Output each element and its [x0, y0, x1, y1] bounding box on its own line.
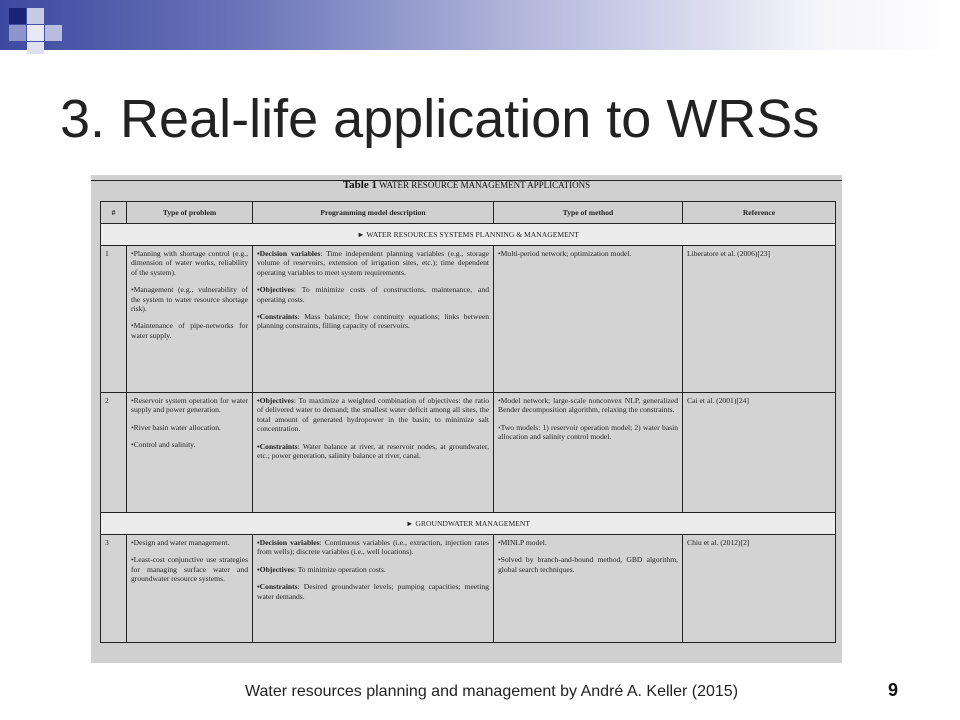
model-item-label: •Decision variables — [257, 249, 321, 258]
header-reference: Reference — [683, 202, 836, 224]
model-item-label: •Objectives — [257, 285, 294, 295]
header-problem: Type of problem — [127, 202, 253, 224]
problem-cell — [127, 393, 253, 513]
problem-item: •Design and water management. — [131, 538, 230, 547]
model-cell — [253, 393, 494, 513]
decor-square-1 — [9, 8, 26, 24]
problem-item: •Planning with shortage control (e.g., dimension of water works, reliability of the system). — [131, 249, 248, 277]
method-item: •MINLP model. — [498, 538, 547, 547]
table-header-row — [101, 202, 836, 224]
table-row — [101, 535, 836, 643]
row-number: 2 — [101, 393, 127, 513]
problem-cell — [127, 535, 253, 643]
model-cell — [253, 246, 494, 393]
model-item — [257, 312, 489, 331]
slide-footer: Water resources planning and management by André A. Keller (2015) — [245, 683, 739, 700]
problem-item: •Least-cost conjunctive use strategies for managing surface water and groundwater resource systems. — [131, 555, 248, 584]
section-title: ► GROUNDWATER MANAGEMENT — [101, 513, 836, 535]
model-item-text: : Continuous variables (i.e., extraction, injection rates from wells); discrete variables (i.e., well locations). — [257, 538, 489, 557]
method-cell — [494, 246, 683, 393]
model-item-text: : Time independent planning variables (e.g., storage volume of reservoirs, extension of irrigation sites, etc.); time dependent operating variables to meet system requirements. — [257, 249, 489, 277]
method-cell — [494, 535, 683, 643]
header-num: # — [101, 202, 127, 224]
table-row — [101, 246, 836, 393]
problem-item: •River basin water allocation. — [131, 422, 221, 432]
row-number: 3 — [101, 535, 127, 643]
problem-item: •Maintenance of pipe-networks for water supply. — [131, 321, 248, 340]
model-item — [257, 565, 489, 574]
method-cell — [494, 393, 683, 513]
model-item-text: : Water balance at river, at reservoir nodes, at groundwater, etc.; power generation, salinity balance at river, canal. — [257, 441, 489, 461]
model-item-text: : To minimize costs of constructions, maintenance, and operating costs. — [257, 285, 489, 304]
model-item — [257, 582, 489, 601]
table-label: Table 1 — [342, 179, 377, 191]
page-number: 9 — [888, 680, 899, 700]
method-item: •Solved by branch-and-bound method, GBD algorithm, global search techniques. — [498, 555, 678, 574]
header-gradient-band — [0, 0, 960, 50]
header-model: Programming model description — [253, 202, 494, 224]
reference-cell: Cai et al. (2001)[24] — [683, 393, 836, 513]
model-item-label: •Objectives — [257, 396, 294, 405]
decor-square-2 — [27, 8, 44, 24]
model-item-label: •Decision variables — [257, 538, 320, 547]
row-number: 1 — [101, 246, 127, 393]
model-item-label: •Objectives — [257, 564, 294, 574]
header-method: Type of method — [494, 202, 683, 224]
method-item: •Model network; large-scale nonconvex NLP, generalized Bender decomposition algorithm, relaxing the constraints. — [498, 396, 678, 415]
model-item-text: : Mass balance; flow continuity equations; links between planning constraints, filling capacity of reservoirs. — [257, 312, 489, 331]
model-item-text: : To maximize a weighted combination of objectives: the ratio of delivered water to demand; the smallest water deficit among all sites, the total amount of generated hydropower in the basin; to minimize salt concentration. — [257, 396, 489, 434]
problem-cell — [127, 246, 253, 393]
model-item — [257, 538, 489, 557]
problem-item: •Control and salinity. — [131, 440, 196, 450]
slide-title: 3. Real-life application to WRSs — [60, 89, 820, 149]
table-figure — [91, 175, 842, 663]
applications-table — [100, 201, 836, 643]
method-item: •Two models: 1) reservoir operation model; 2) water basin allocation and salinity control model. — [498, 422, 678, 442]
model-item-text: : Desired groundwater levels; pumping capacities; meeting water demands. — [257, 582, 489, 601]
decor-square-5 — [45, 25, 62, 41]
model-item — [257, 249, 489, 277]
section-row — [101, 224, 836, 246]
model-item — [257, 396, 489, 434]
problem-item: •Reservoir system operation for water supply and power generation. — [131, 396, 248, 415]
model-item-text: : To minimize operation costs. — [293, 564, 386, 574]
model-item — [257, 285, 489, 304]
model-item-label: •Constraints — [257, 441, 298, 451]
model-item-label: •Constraints — [257, 312, 298, 322]
decor-square-6 — [27, 42, 44, 54]
table-row — [101, 393, 836, 513]
table-caption-text: WATER RESOURCE MANAGEMENT APPLICATIONS — [379, 180, 591, 190]
decor-square-3 — [9, 25, 26, 41]
reference-cell: Chiu et al. (2012)[2] — [683, 535, 836, 643]
model-cell — [253, 535, 494, 643]
section-title: ► WATER RESOURCES SYSTEMS PLANNING & MANAGEMENT — [101, 224, 836, 246]
method-item: •Multi-period network; optimization model. — [498, 249, 632, 258]
table-caption — [91, 179, 842, 191]
model-item — [257, 442, 489, 461]
decor-square-4 — [27, 25, 44, 41]
model-item-label: •Constraints — [257, 582, 298, 592]
section-row — [101, 513, 836, 535]
problem-item: •Management (e.g., vulnerability of the system to water resource shortage risk). — [131, 285, 248, 314]
reference-cell: Liberatore et al. (2006)[23] — [683, 246, 836, 393]
